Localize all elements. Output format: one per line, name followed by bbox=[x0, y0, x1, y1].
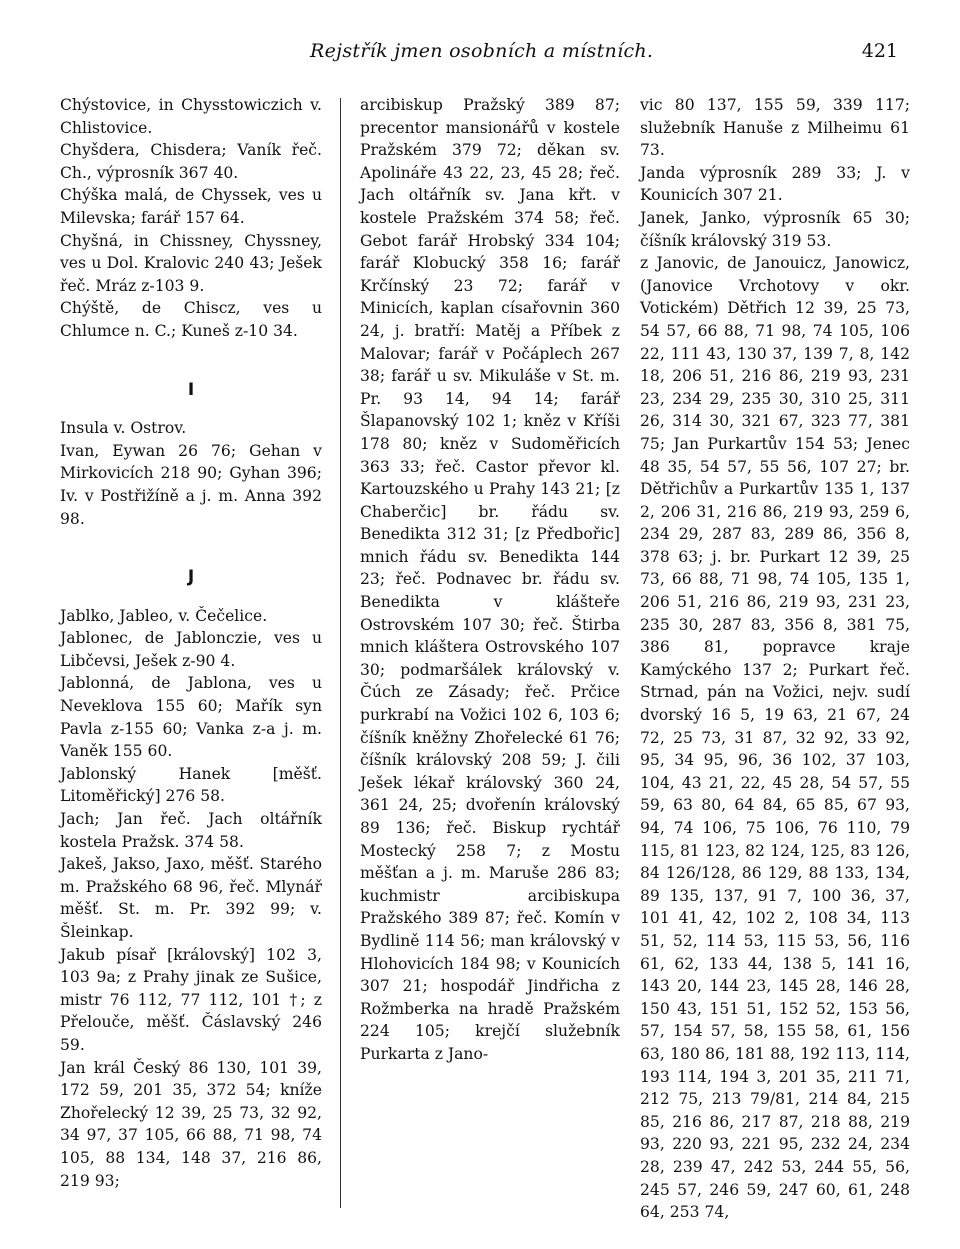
index-entry: Ivan, Eywan 26 76; Gehan v Mirkovicích 218 90; Gyhan 396; Iv. v Postřižíně a j. m. Anna 392 98. bbox=[60, 441, 322, 528]
index-entry: Jablonec, de Jablonczie, ves u Libčevsi, Ješek z-90 4. bbox=[60, 629, 322, 670]
index-entry: Jablonná, de Jablona, ves u Neveklova 155 60; Mařík syn Pavla z-155 60; Vanka z-a j. m. Vaněk 155 60. bbox=[60, 674, 322, 761]
index-entry: vic 80 137, 155 59, 339 117; služebník Hanuše z Milheimu 61 73. bbox=[640, 96, 910, 160]
column-1 bbox=[60, 94, 322, 1192]
index-entry: Janda výprosník 289 33; J. v Kounicích 307 21. bbox=[640, 163, 910, 205]
index-entry: Chýště, de Chiscz, ves u Chlumce n. C.; Kuneš z-10 34. bbox=[60, 299, 322, 340]
index-entry: Jablko, Jableo, v. Čečelice. bbox=[60, 606, 268, 625]
index-entry: Jakub písař [královský] 102 3, 103 9a; z Prahy jinak ze Sušice, mistr 76 112, 77 112, 101 †; z Přelouče, měšť. Čáslavský 246 59. bbox=[60, 945, 322, 1054]
column-3 bbox=[640, 94, 910, 1224]
index-entry: Jan král Český 86 130, 101 39, 172 59, 201 35, 372 54; kníže Zhořelecký 12 39, 25 73, 32 92, 34 97, 37 105, 66 88, 71 98, 74 105, 88 134, 148 37, 216 86, 219 93; bbox=[60, 1058, 322, 1190]
running-title: Rejstřík jmen osobních a místních. bbox=[310, 40, 654, 62]
index-entry: Jakeš, Jakso, Jaxo, měšť. Starého m. Pražského 68 96, řeč. Mlynář měšť. St. m. Pr. 392 99; v. Šleinkap. bbox=[60, 855, 322, 941]
index-entry: Janek, Janko, výprosník 65 30; číšník královský 319 53. bbox=[640, 208, 910, 250]
index-entry-continued: arcibiskup Pražský 389 87; precentor mansionářů v kostele Pražském 379 72; děkan sv. Apolináře 43 22, 23, 45 28; řeč. Jach oltářník sv. Jana křt. v kostele Pražském 374 58; řeč. Gebot farář Hrobský 334 104; farář Klobucký 358 16; farář Krčínský 23 72; farář v Minicích, kaplan císařovnin 360 24, j. bratří: Matěj a Příbek z Malovar; farář v Počáplech 267 38; farář u sv. Mikuláše v St. m. Pr. 93 14, 94 14; farář Šlapanovský 102 1; kněz v Kříši 178 80; kněz v Sudoměřicích 363 33; řeč. Castor převor kl. Kartouzského u Prahy 143 21; [z Chaberčic] br. řádu sv. Benedikta 312 31; [z Předbořic] mnich řádu sv. Benedikta 144 23; řeč. Podnavec br. řádu sv. Benedikta v klášteře Ostrovském 107 30; řeč. Štirba mnich kláštera Ostrovského 107 30; podmaršálek královský v. Čúch ze Zásady; řeč. Prčice purkrabí na Vožici 102 6, 103 6; číšník kněžny Zhořelecké 61 76; číšník královský 208 59; J. čili Ješek lékař královský 360 24, 361 24, 25; dvořenín královský 89 136; řeč. Biskup rychtář Mostecký 258 7; z Mostu měšťan a j. m. Maruše 286 83; kuchmistr arcibiskupa Pražského 389 87; řeč. Komín v Bydlině 114 56; man královský v Hlohovicích 184 98; v Kounicích 307 21; hospodář Jindřicha z Rožmberka na hradě Pražském 224 105; krejčí služebník Purkarta z Jano- bbox=[360, 96, 620, 1063]
index-entry: Chyšná, in Chissney, Chyssney, ves u Dol. Kralovic 240 43; Ješek řeč. Mráz z-103 9. bbox=[60, 231, 322, 295]
column-2 bbox=[360, 94, 620, 1066]
page-header bbox=[0, 40, 960, 70]
index-entry: Chýška malá, de Chyssek, ves u Milevska; farář 157 64. bbox=[60, 186, 322, 227]
section-letter-i: I bbox=[187, 379, 195, 400]
index-entry: Jach; Jan řeč. Jach oltářník kostela Pražsk. 374 58. bbox=[60, 810, 322, 851]
section-letter-j: J bbox=[187, 567, 195, 588]
index-entry: Chyšdera, Chisdera; Vaník řeč. Ch., výprosník 367 40. bbox=[60, 141, 322, 182]
index-entry: Insula v. Ostrov. bbox=[60, 419, 187, 438]
index-entry: Chýstovice, in Chysstowiczich v. Chlistovice. bbox=[60, 96, 322, 137]
index-entry: Jablonský Hanek [měšť. Litoměřický] 276 58. bbox=[60, 764, 322, 806]
index-entry: z Janovic, de Janouicz, Janowicz, (Janovice Vrchotovy v okr. Votickém) Dětřich 12 39, 25 73, 54 57, 66 88, 71 98, 74 105, 106 22, 111 43, 130 37, 139 7, 8, 142 18, 206 51, 216 86, 219 93, 231 23, 234 29, 235 30, 310 25, 311 26, 314 30, 321 67, 323 77, 381 75; Jan Purkartův 154 53; Jenec 48 35, 54 57, 55 56, 107 27; br. Dětřichův a Purkartův 135 1, 137 2, 206 31, 216 86, 219 93, 259 6, 234 29, 287 83, 289 86, 356 8, 378 63; j. br. Purkart 12 39, 25 73, 66 88, 71 98, 74 105, 135 1, 206 51, 216 86, 219 93, 231 23, 235 30, 287 83, 356 8, 381 75, 386 81, popravce kraje Kamýckého 137 2; Purkart řeč. Strnad, pán na Vožici, nejv. sudí dvorský 16 5, 19 63, 21 67, 24 72, 25 73, 31 87, 32 92, 33 92, 95, 34 95, 96, 36 102, 37 103, 104, 43 21, 22, 45 28, 54 57, 55 59, 63 80, 64 84, 65 85, 67 93, 94, 74 106, 75 106, 76 110, 79 115, 81 123, 82 124, 125, 83 126, 84 126/128, 86 129, 88 133, 134, 89 135, 137, 91 7, 100 36, 37, 101 41, 42, 102 2, 108 34, 113 51, 52, 114 53, 115 53, 56, 116 61, 62, 133 44, 138 5, 141 16, 143 20, 144 23, 145 28, 146 28, 150 43, 151 51, 152 52, 153 56, 57, 154 57, 58, 155 58, 61, 156 63, 180 86, 181 88, 192 113, 114, 193 114, 194 3, 201 35, 211 71, 212 75, 213 79/81, 214 84, 215 85, 216 86, 217 87, 218 88, 219 93, 220 93, 221 95, 232 24, 234 28, 239 47, 242 53, 244 55, 56, 245 57, 246 59, 247 60, 61, 248 64, 253 74, bbox=[640, 254, 910, 1222]
column-divider bbox=[340, 98, 341, 1208]
page-number: 421 bbox=[861, 40, 898, 62]
